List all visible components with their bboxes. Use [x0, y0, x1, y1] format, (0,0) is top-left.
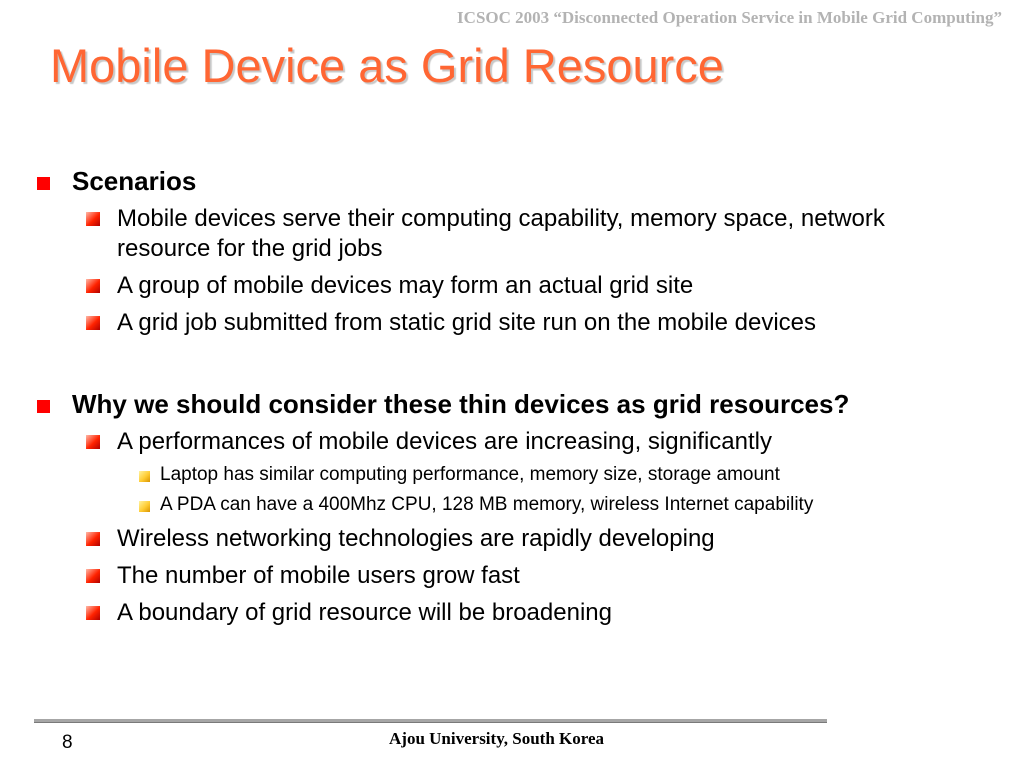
red-gradient-square-bullet-icon	[86, 532, 100, 546]
header-caption: ICSOC 2003 “Disconnected Operation Service in Mobile Grid Computing”	[457, 8, 1002, 27]
list-item-text: Wireless networking technologies are rapidly developing	[117, 525, 715, 552]
sub-list-item-text: Laptop has similar computing performance, memory size, storage amount	[160, 464, 780, 485]
red-square-bullet-icon	[37, 177, 50, 190]
list-item	[0, 427, 1024, 457]
list-item-text: A group of mobile devices may form an actual grid site	[117, 272, 694, 299]
list-item	[0, 561, 1024, 591]
heading-text: Why we should consider these thin devices as grid resources?	[72, 389, 850, 419]
red-gradient-square-bullet-icon	[86, 212, 100, 226]
list-item	[0, 598, 1024, 628]
list-item	[0, 204, 1024, 264]
yellow-square-bullet-icon	[139, 501, 150, 512]
page-number: 8	[62, 732, 73, 753]
footer-divider	[34, 719, 827, 723]
slide-title: Mobile Device as Grid Resource	[50, 39, 724, 92]
footer-institution: Ajou University, South Korea	[389, 729, 605, 748]
list-item	[0, 524, 1024, 554]
sub-list-item-text: A PDA can have a 400Mhz CPU, 128 MB memory, wireless Internet capability	[160, 494, 814, 515]
sub-list-item	[0, 463, 1024, 487]
list-item-text: A grid job submitted from static grid site run on the mobile devices	[117, 309, 816, 336]
heading-text: Scenarios	[72, 166, 197, 196]
bullet-heading	[0, 165, 1024, 197]
sub-list-item	[0, 493, 1024, 517]
list-item-text: A performances of mobile devices are increasing, significantly	[117, 428, 772, 455]
bullet-heading	[0, 388, 1024, 420]
red-gradient-square-bullet-icon	[86, 435, 100, 449]
list-item-text: Mobile devices serve their computing capability, memory space, network resource for the grid jobs	[117, 205, 885, 262]
red-gradient-square-bullet-icon	[86, 569, 100, 583]
red-gradient-square-bullet-icon	[86, 316, 100, 330]
red-gradient-square-bullet-icon	[86, 279, 100, 293]
red-square-bullet-icon	[37, 400, 50, 413]
list-item	[0, 308, 1024, 338]
section-scenarios	[0, 165, 1024, 338]
red-gradient-square-bullet-icon	[86, 606, 100, 620]
list-item-text: The number of mobile users grow fast	[117, 562, 520, 589]
section-why-thin-devices	[0, 388, 1024, 628]
yellow-square-bullet-icon	[139, 471, 150, 482]
list-item-text: A boundary of grid resource will be broadening	[117, 599, 612, 626]
list-item	[0, 271, 1024, 301]
